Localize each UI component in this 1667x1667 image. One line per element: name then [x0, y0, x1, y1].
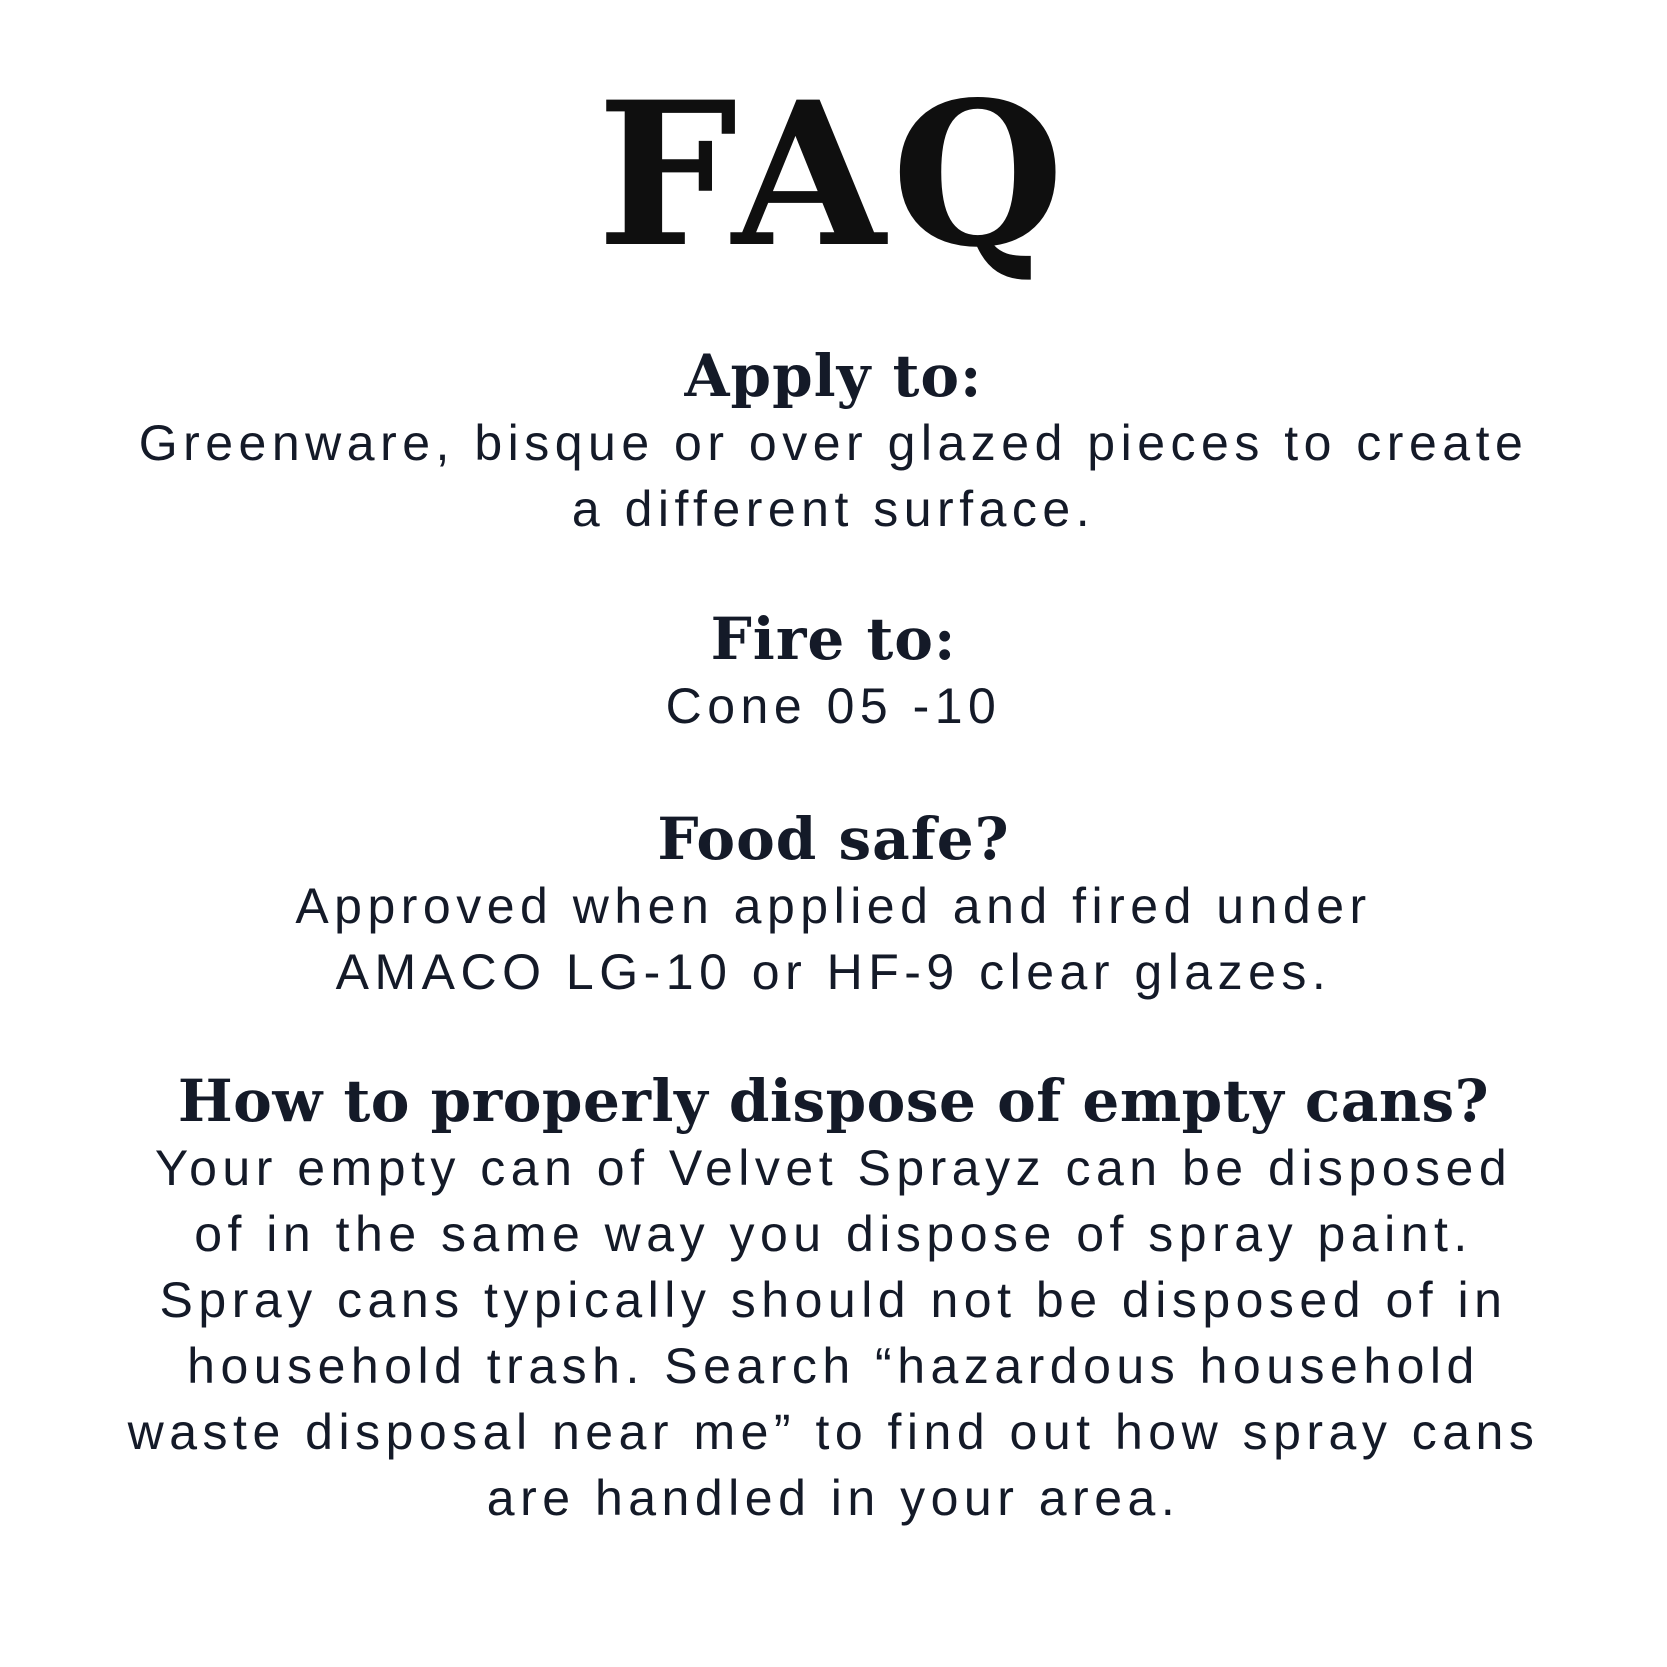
faq-question: Apply to:	[684, 342, 983, 410]
page-title: FAQ	[596, 58, 1071, 291]
faq-item-fire-to	[0, 605, 1667, 739]
faq-item-disposal	[0, 1067, 1667, 1531]
faq-question: Food safe?	[657, 805, 1010, 873]
faq-item-apply-to	[0, 342, 1667, 542]
faq-answer: Your empty can of Velvet Sprayz can be disposed of in the same way you dispose of spray paint. Spray cans typically should not be disposed of in household trash. Search “hazardous household waste disposal near me” to find out how spray cans are handled in your area.	[127, 1140, 1540, 1526]
faq-item-food-safe	[0, 805, 1667, 1005]
faq-answer: Approved when applied and fired under AMACO LG-10 or HF-9 clear glazes.	[295, 878, 1372, 1000]
faq-answer: Greenware, bisque or over glazed pieces to create a different surface.	[138, 415, 1529, 537]
faq-answer: Cone 05 -10	[665, 678, 1002, 734]
faq-question: Fire to:	[710, 605, 957, 673]
faq-question: How to properly dispose of empty cans?	[177, 1067, 1490, 1135]
